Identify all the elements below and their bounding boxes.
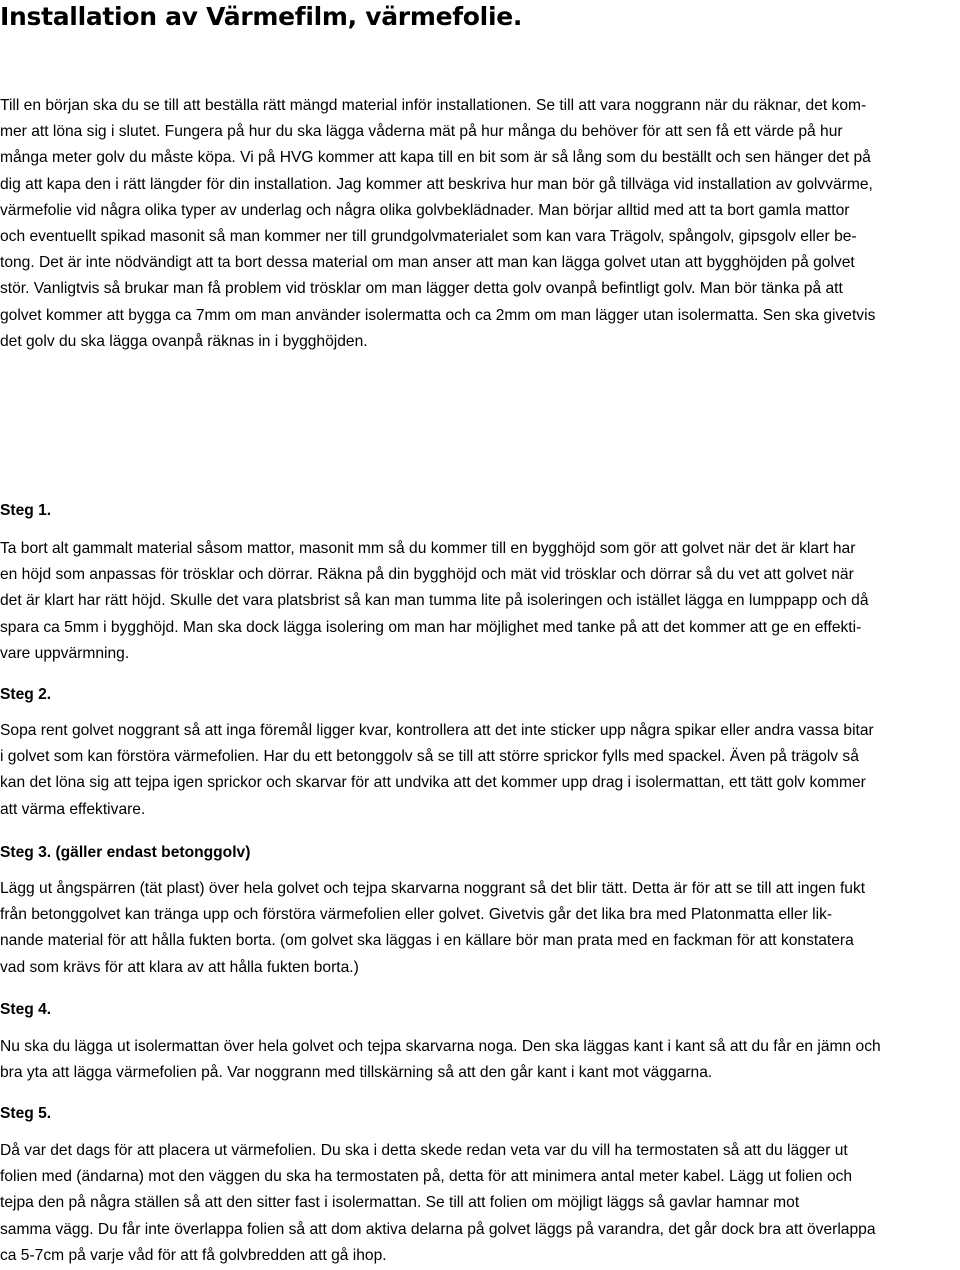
step-5-line: ca 5-7cm på varje våd för att få golvbredden att gå ihop.: [0, 1246, 387, 1264]
intro-line: Till en början ska du se till att beställa rätt mängd material inför installationen. Se till att vara noggrann när du räknar, det kom-: [0, 97, 867, 114]
step-4-line: Nu ska du lägga ut isolermattan över hela golvet och tejpa skarvarna noga. Den ska läggas kant i kant så att du får en jämn och: [0, 1038, 881, 1055]
step-1-line: vare uppvärmning.: [0, 644, 130, 662]
step-4-heading: Steg 4.: [0, 1001, 52, 1018]
step-5-heading: Steg 5.: [0, 1105, 52, 1122]
step-5-paragraph: [0, 1138, 955, 1269]
document-title: Installation av Värmefilm, värmefolie.: [0, 2, 523, 31]
step-5-line: folien med (ändarna) mot den väggen du ska ha termostaten på, detta för att minimera antal meter kabel. Lägg ut folien och: [0, 1168, 853, 1186]
intro-line: dig att kapa den i rätt längder för din installation. Jag kommer att beskriva hur man bör gå tillväga vid installation av golvvärme,: [0, 175, 873, 193]
step-1-line: spara ca 5mm i bygghöjd. Man ska dock lägga isolering om man har möjlighet med tanke på att det kommer att ge en effekti-: [0, 618, 862, 636]
intro-line: värmefolie vid några olika typer av underlag och några olika golvbeklädnader. Man börjar alltid med att ta bort gamla mattor: [0, 201, 850, 219]
intro-line: det golv du ska lägga ovanpå räknas in i bygghöjden.: [0, 332, 368, 350]
step-5-line: Då var det dags för att placera ut värmefolien. Du ska i detta skede redan veta var du vill ha termostaten så att du lägger ut: [0, 1142, 848, 1159]
step-3-heading: Steg 3. (gäller endast betonggolv): [0, 844, 251, 861]
step-2-line: att värma effektivare.: [0, 800, 146, 818]
intro-line: stör. Vanligtvis så brukar man få problem vid trösklar om man lägger detta golv ovanpå befintligt golv. Man bör tänka på att: [0, 280, 843, 298]
intro-line: många meter golv du måste köpa. Vi på HVG kommer att kapa till en bit som är så lång som du beställt och sen hänger det på: [0, 149, 871, 167]
step-5-line: samma vägg. Du får inte överlappa folien så att dom aktiva delarna på golvet läggs på varandra, det går dock bra att överlappa: [0, 1220, 876, 1238]
step-1-heading: Steg 1.: [0, 502, 52, 519]
step-3-line: vad som krävs för att klara av att hålla fukten borta.): [0, 958, 359, 976]
intro-line: tong. Det är inte nödvändigt att ta bort dessa material om man anser att man kan lägga golvet utan att bygghöjden på golvet: [0, 254, 855, 272]
step-2-line: Sopa rent golvet noggrant så att inga föremål ligger kvar, kontrollera att det inte sticker upp några spikar eller andra vassa bitar: [0, 722, 874, 739]
intro-line: mer att löna sig i slutet. Fungera på hur du ska lägga våderna mät på hur många du behöver för att sen få ett värde på hur: [0, 123, 843, 141]
step-2-line: i golvet som kan förstöra värmefolien. Har du ett betonggolv så se till att större sprickor fylls med spackel. Även på trägolv så: [0, 748, 859, 766]
step-5-line: tejpa den på några ställen så att den sitter fast i isolermattan. Se till att folien om möjligt läggs så gavlar hamnar mot: [0, 1194, 800, 1212]
step-1-line: Ta bort alt gammalt material såsom mattor, masonit mm så du kommer till en bygghöjd som gör att golvet när det är klart har: [0, 540, 856, 557]
step-1-paragraph: [0, 536, 955, 667]
intro-paragraph: [0, 93, 955, 355]
step-3-line: Lägg ut ångspärren (tät plast) över hela golvet och tejpa skarvarna noggrant så det blir tätt. Detta är för att se till att ingen fukt: [0, 880, 866, 897]
intro-line: och eventuellt spikad masonit så man kommer ner till grundgolvmaterialet som kan vara Trägolv, spångolv, gipsgolv eller be-: [0, 228, 857, 246]
step-4-paragraph: [0, 1034, 955, 1086]
step-2-line: kan det löna sig att tejpa igen sprickor och skarvar för att undvika att det kommer upp drag i isolermattan, ett tätt golv kommer: [0, 774, 866, 792]
step-3-line: från betonggolvet kan tränga upp och förstöra värmefolien eller golvet. Givetvis går det lika bra med Platonmatta eller lik-: [0, 906, 833, 924]
step-1-line: en höjd som anpassas för trösklar och dörrar. Räkna på din bygghöjd och mät vid trösklar och dörrar så du vet att golvet när: [0, 566, 854, 584]
step-2-paragraph: [0, 718, 955, 823]
step-1-line: det är klart har rätt höjd. Skulle det vara platsbrist så kan man tumma lite på isoleringen och istället lägga en lumppapp och då: [0, 592, 869, 610]
step-3-line: nande material för att hålla fukten borta. (om golvet ska läggas i en källare bör man prata med en fackman för att konstatera: [0, 932, 854, 950]
step-3-paragraph: [0, 876, 955, 981]
step-2-heading: Steg 2.: [0, 686, 52, 703]
intro-line: golvet kommer att bygga ca 7mm om man använder isolermatta och ca 2mm om man lägger utan isolermatta. Sen ska givetvis: [0, 306, 876, 324]
step-4-line: bra yta att lägga värmefolien på. Var noggrann med tillskärning så att den går kant i kant mot väggarna.: [0, 1064, 713, 1082]
